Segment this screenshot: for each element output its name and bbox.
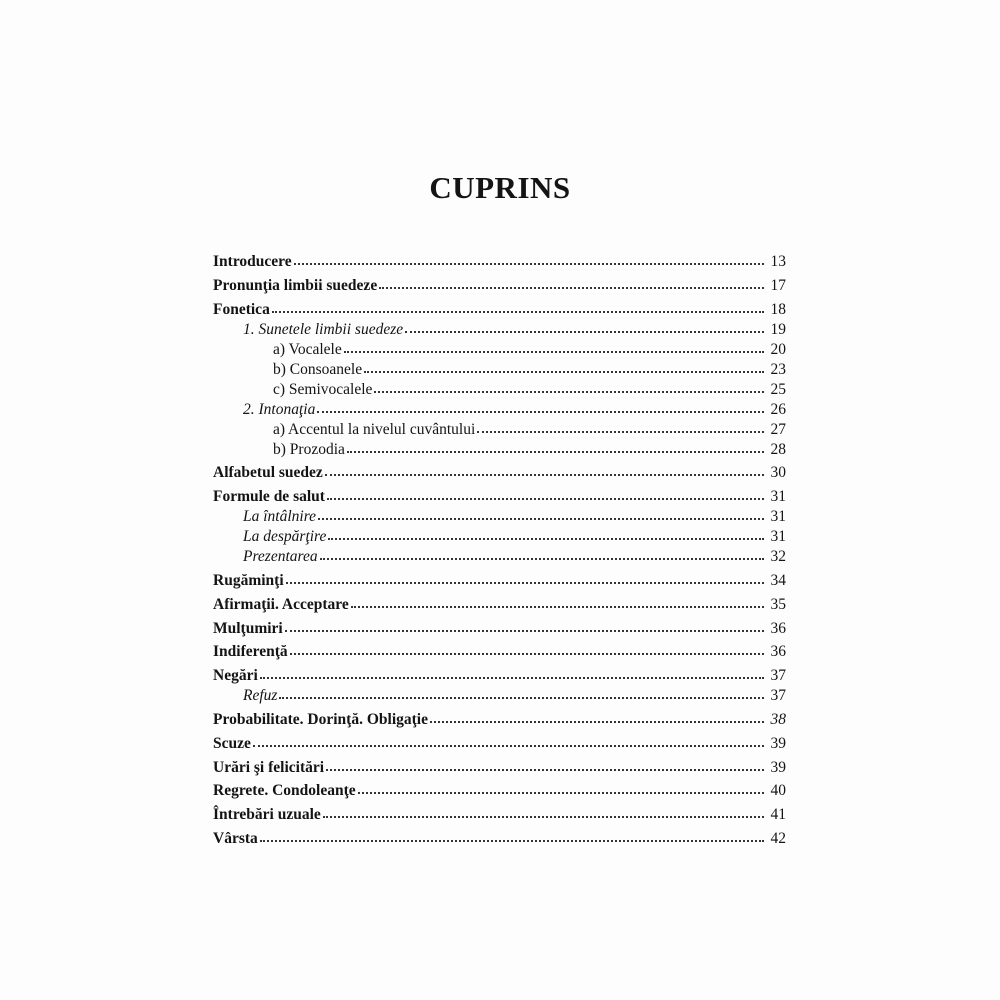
dot-leader	[272, 300, 764, 314]
toc-entry-label: Alfabetul suedez	[213, 464, 323, 482]
toc-entry-label: Vârsta	[213, 829, 258, 847]
toc-entry-page-number: 39	[770, 734, 786, 752]
toc-entry	[213, 252, 786, 272]
toc-entry-label: Scuze	[213, 734, 251, 752]
dot-leader	[286, 571, 764, 585]
dot-leader	[347, 440, 764, 454]
dot-leader	[260, 829, 764, 843]
toc-entry	[213, 781, 786, 801]
toc-entry	[213, 642, 786, 662]
dot-leader	[326, 758, 764, 772]
toc-entry-label: Formule de salut	[213, 488, 325, 506]
toc-entry-label: Refuz	[243, 687, 278, 705]
toc-entry-label: Regrete. Condoleanţe	[213, 782, 356, 800]
toc-entry-label: b) Consoanele	[273, 360, 363, 378]
toc-entry-page-number: 36	[770, 643, 786, 661]
toc-entry-page-number: 31	[770, 528, 786, 546]
toc-entry	[213, 758, 786, 778]
toc-entry	[213, 420, 786, 440]
dot-leader	[317, 400, 764, 414]
toc-entry-page-number: 27	[770, 420, 786, 438]
dot-leader	[344, 340, 764, 354]
toc-entry	[213, 666, 786, 686]
toc-entry	[213, 619, 786, 639]
toc-entry-page-number: 18	[770, 300, 786, 318]
toc-entry	[213, 440, 786, 460]
dot-leader	[328, 527, 764, 541]
page-title: CUPRINS	[429, 170, 571, 205]
toc-entry-page-number: 36	[770, 619, 786, 637]
toc-entry	[213, 360, 786, 380]
dot-leader	[405, 320, 764, 334]
dot-leader	[327, 487, 764, 501]
table-of-contents	[213, 252, 786, 849]
toc-entry-page-number: 32	[770, 548, 786, 566]
dot-leader	[290, 642, 764, 656]
toc-entry-page-number: 41	[770, 806, 786, 824]
dot-leader	[260, 666, 764, 680]
toc-entry-label: Rugăminţi	[213, 571, 284, 589]
toc-entry-page-number: 35	[770, 595, 786, 613]
toc-entry	[213, 320, 786, 340]
toc-entry-page-number: 42	[770, 829, 786, 847]
toc-entry-page-number: 23	[770, 360, 786, 378]
dot-leader	[351, 595, 764, 609]
toc-entry-label: Prezentarea	[243, 548, 318, 566]
toc-entry-label: La despărţire	[243, 528, 327, 546]
toc-entry-label: c) Semivocalele	[273, 380, 373, 398]
toc-entry	[213, 340, 786, 360]
toc-entry-page-number: 20	[770, 340, 786, 358]
toc-entry-page-number: 19	[770, 320, 786, 338]
toc-entry-page-number: 37	[770, 687, 786, 705]
toc-entry-label: 2. Intonaţia	[243, 400, 316, 418]
toc-entry-label: a) Vocalele	[273, 340, 342, 358]
toc-entry-label: Probabilitate. Dorinţă. Obligaţie	[213, 710, 428, 728]
toc-entry	[213, 829, 786, 849]
toc-entry	[213, 595, 786, 615]
toc-entry	[213, 487, 786, 507]
toc-entry	[213, 547, 786, 567]
dot-leader	[358, 781, 764, 795]
toc-entry-label: a) Accentul la nivelul cuvântului	[273, 420, 476, 438]
toc-entry	[213, 527, 786, 547]
toc-entry-page-number: 38	[770, 710, 786, 728]
toc-entry-page-number: 13	[770, 253, 786, 270]
toc-entry	[213, 710, 786, 730]
toc-entry	[213, 507, 786, 527]
toc-entry-page-number: 31	[770, 508, 786, 526]
toc-entry	[213, 463, 786, 483]
toc-entry-page-number: 25	[770, 380, 786, 398]
toc-entry-page-number: 40	[770, 782, 786, 800]
dot-leader	[364, 360, 764, 374]
toc-entry-page-number: 17	[770, 276, 786, 294]
dot-leader	[323, 805, 764, 819]
toc-entry-label: Pronunţia limbii suedeze	[213, 276, 378, 294]
dot-leader	[430, 710, 764, 724]
toc-entry-page-number: 37	[770, 667, 786, 685]
toc-entry-page-number: 30	[770, 464, 786, 482]
toc-entry	[213, 276, 786, 296]
toc-entry-page-number: 31	[770, 488, 786, 506]
toc-entry	[213, 400, 786, 420]
toc-entry-page-number: 39	[770, 758, 786, 776]
toc-entry	[213, 734, 786, 754]
dot-leader	[253, 734, 764, 748]
toc-entry	[213, 805, 786, 825]
toc-entry-label: Afirmaţii. Acceptare	[213, 595, 349, 613]
dot-leader	[320, 547, 764, 561]
toc-entry-label: Introducere	[213, 253, 292, 270]
toc-entry-label: Fonetica	[213, 300, 270, 318]
dot-leader	[379, 276, 764, 290]
toc-entry	[213, 300, 786, 320]
toc-entry-label: Urări şi felicitări	[213, 758, 325, 776]
toc-entry-label: Indiferenţă	[213, 643, 288, 661]
dot-leader	[285, 619, 764, 633]
toc-entry	[213, 380, 786, 400]
dot-leader	[318, 507, 764, 521]
dot-leader	[279, 686, 764, 700]
toc-entry	[213, 686, 786, 706]
toc-entry-label: 1. Sunetele limbii suedeze	[243, 320, 404, 338]
toc-entry-page-number: 34	[770, 571, 786, 589]
toc-entry-label: La întâlnire	[243, 508, 317, 526]
dot-leader	[325, 463, 764, 477]
toc-entry-label: b) Prozodia	[273, 440, 345, 458]
toc-entry-label: Negări	[213, 667, 258, 685]
toc-entry-label: Mulţumiri	[213, 619, 283, 637]
toc-entry	[213, 571, 786, 591]
dot-leader	[294, 252, 764, 266]
toc-entry-page-number: 28	[770, 440, 786, 458]
toc-entry-label: Întrebări uzuale	[213, 806, 321, 824]
toc-entry-page-number: 26	[770, 400, 786, 418]
dot-leader	[477, 420, 764, 434]
dot-leader	[374, 380, 764, 394]
